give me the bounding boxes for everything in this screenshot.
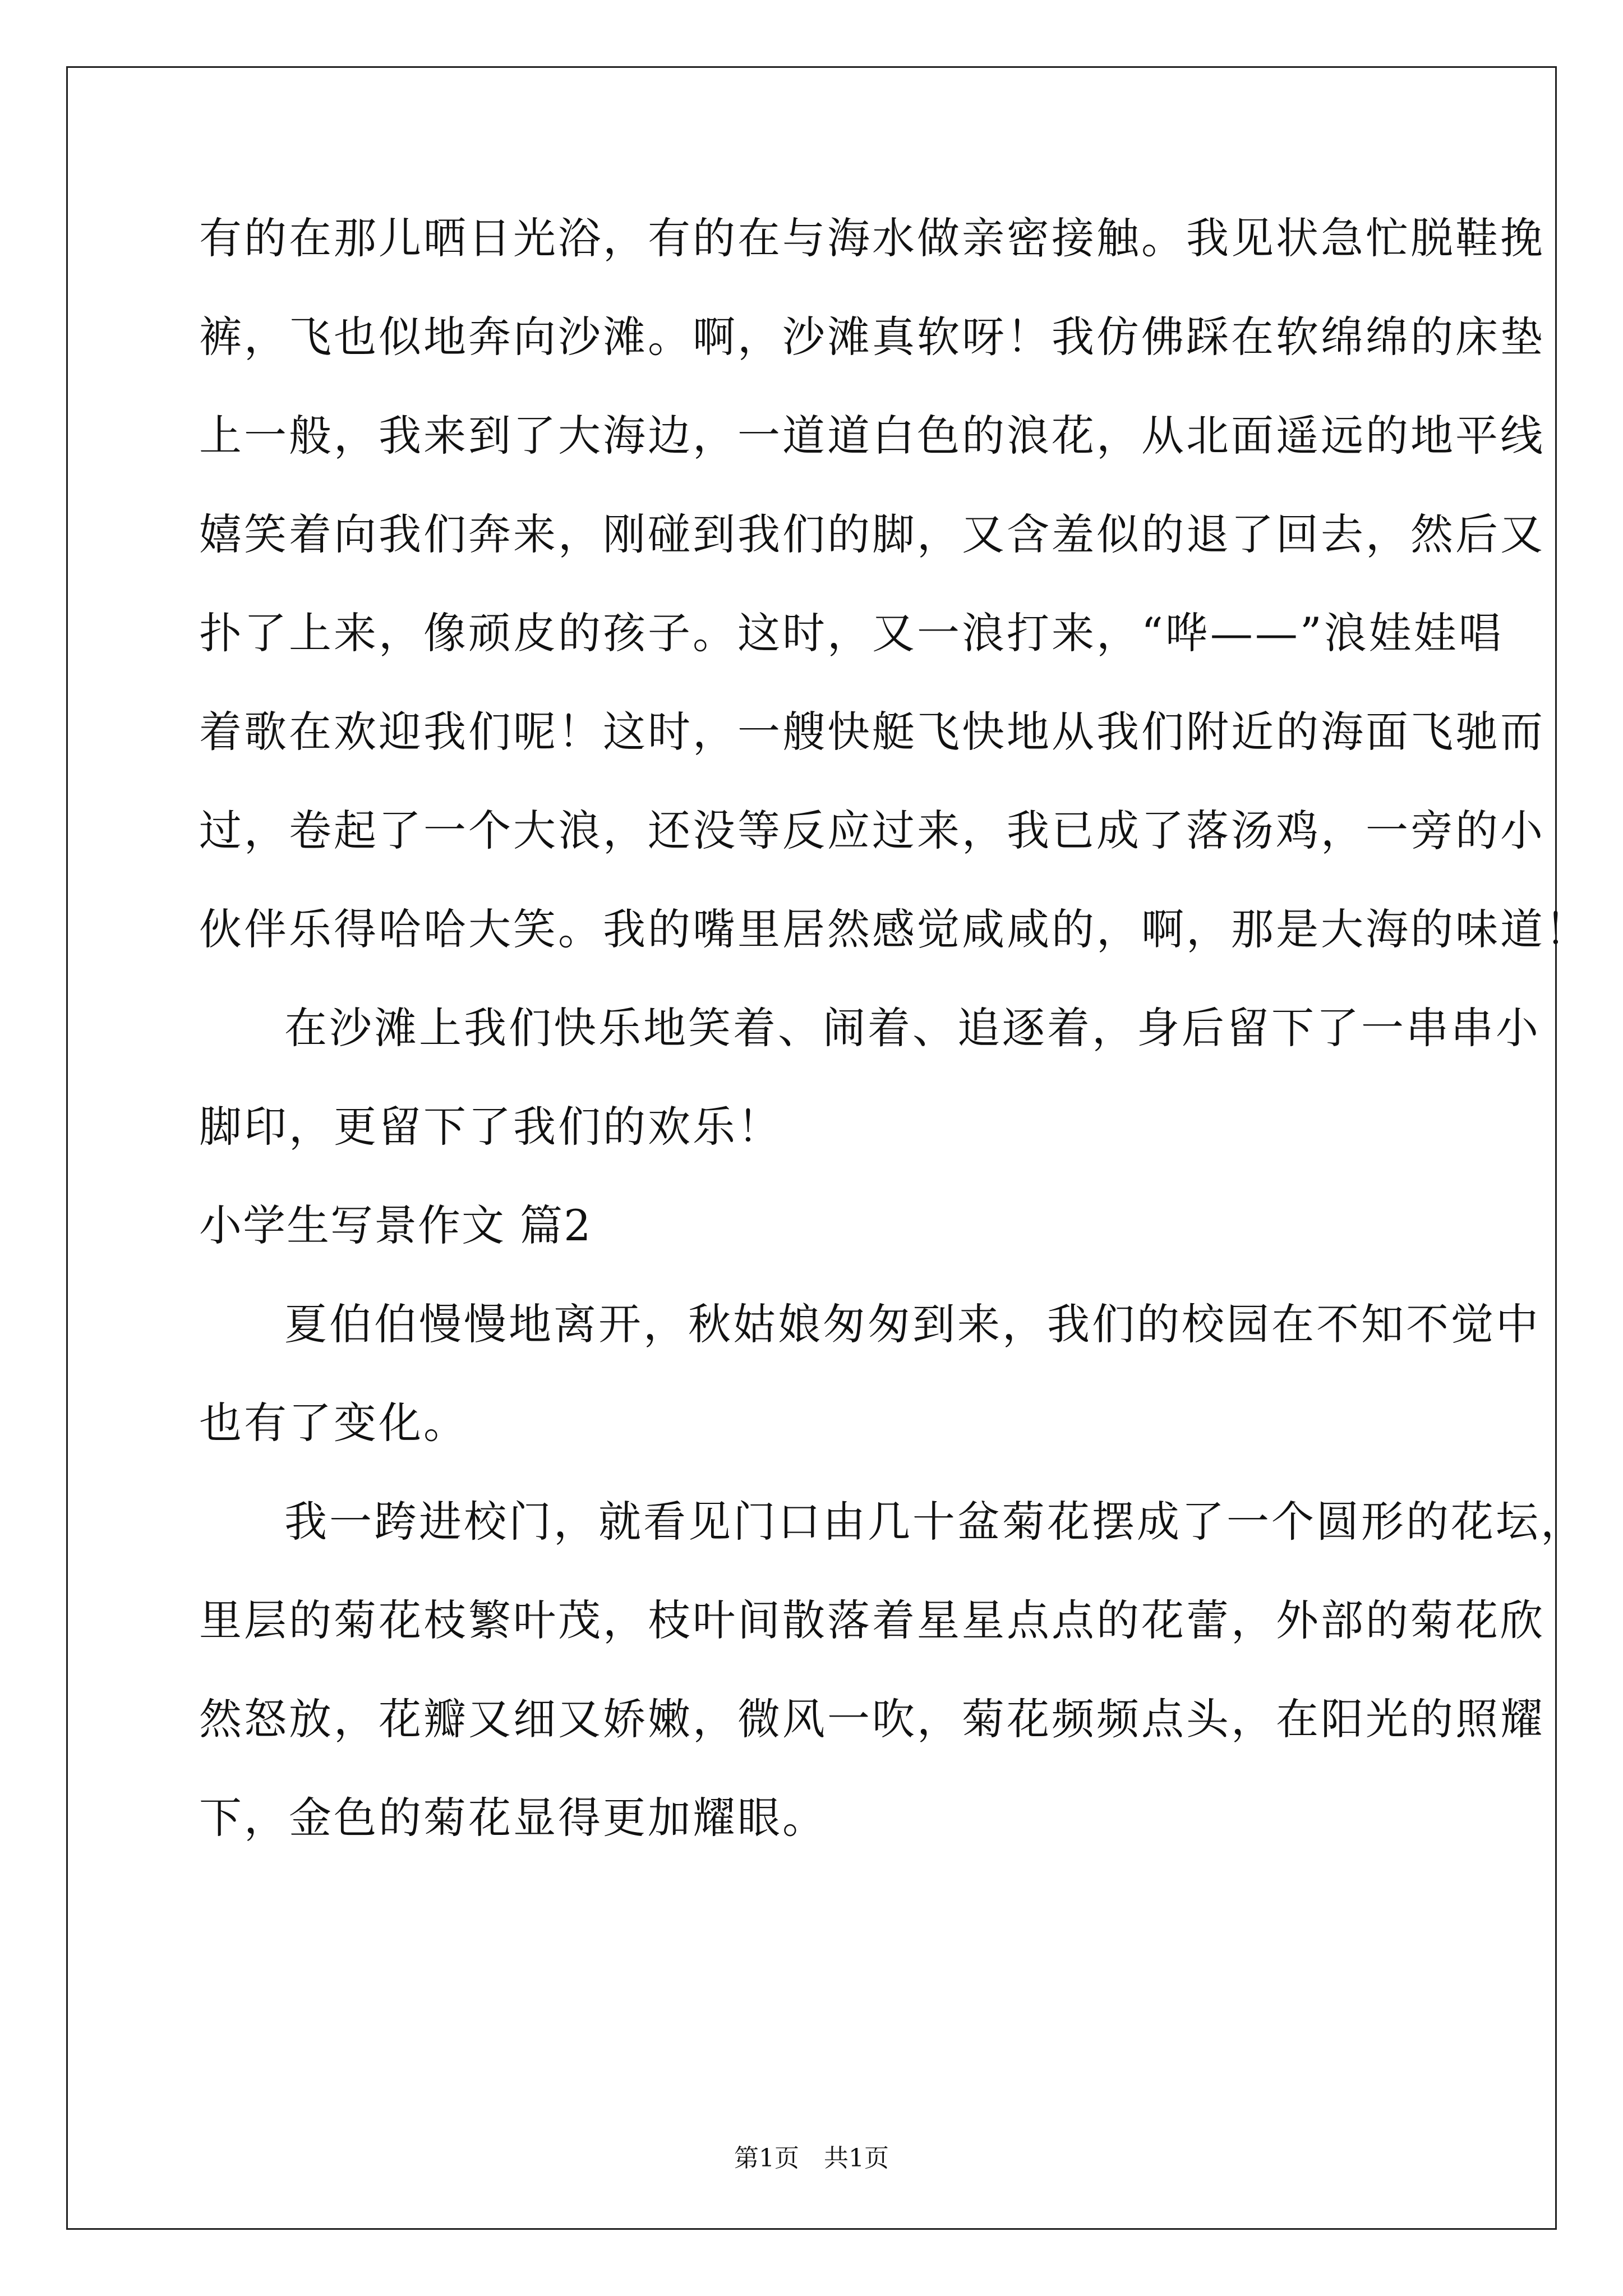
paragraph-indented-line: 在沙滩上我们快乐地笑着、闹着、追逐着，身后留下了一串串小 bbox=[284, 1003, 1541, 1053]
text-line: 着歌在欢迎我们呢！这时，一艘快艇飞快地从我们附近的海面飞驰而 bbox=[199, 707, 1545, 757]
paragraph-indented-line: 我一跨进校门，就看见门口由几十盆菊花摆成了一个圆形的花坛， bbox=[284, 1497, 1585, 1547]
text-line: 下，金色的菊花显得更加耀眼。 bbox=[199, 1793, 827, 1843]
text-line: 里层的菊花枝繁叶茂，枝叶间散落着星星点点的花蕾，外部的菊花欣 bbox=[199, 1595, 1545, 1645]
text-line: 裤，飞也似地奔向沙滩。啊，沙滩真软呀！我仿佛踩在软绵绵的床垫 bbox=[199, 312, 1545, 362]
text-line: 过，卷起了一个大浪，还没等反应过来，我已成了落汤鸡，一旁的小 bbox=[199, 806, 1545, 855]
text-line: 上一般，我来到了大海边，一道道白色的浪花，从北面遥远的地平线 bbox=[199, 411, 1545, 461]
text-line: 也有了变化。 bbox=[199, 1398, 468, 1448]
text-line: 嬉笑着向我们奔来，刚碰到我们的脚，又含羞似的退了回去，然后又 bbox=[199, 509, 1545, 559]
page-footer: 第1页 共1页 bbox=[734, 2144, 889, 2173]
text-line: 脚印，更留下了我们的欢乐！ bbox=[199, 1102, 782, 1152]
text-line: 扑了上来，像顽皮的孩子。这时，又一浪打来，“哗——”浪娃娃唱 bbox=[199, 608, 1504, 658]
text-line: 伙伴乐得哈哈大笑。我的嘴里居然感觉咸咸的，啊，那是大海的味道！ bbox=[199, 904, 1590, 954]
paragraph-indented-line: 夏伯伯慢慢地离开，秋姑娘匆匆到来，我们的校园在不知不觉中 bbox=[284, 1299, 1541, 1349]
text-line: 然怒放，花瓣又细又娇嫩，微风一吹，菊花频频点头，在阳光的照耀 bbox=[199, 1694, 1545, 1744]
text-line: 有的在那儿晒日光浴，有的在与海水做亲密接触。我见状急忙脱鞋挽 bbox=[199, 213, 1545, 263]
section-heading: 小学生写景作文 篇2 bbox=[199, 1200, 592, 1250]
